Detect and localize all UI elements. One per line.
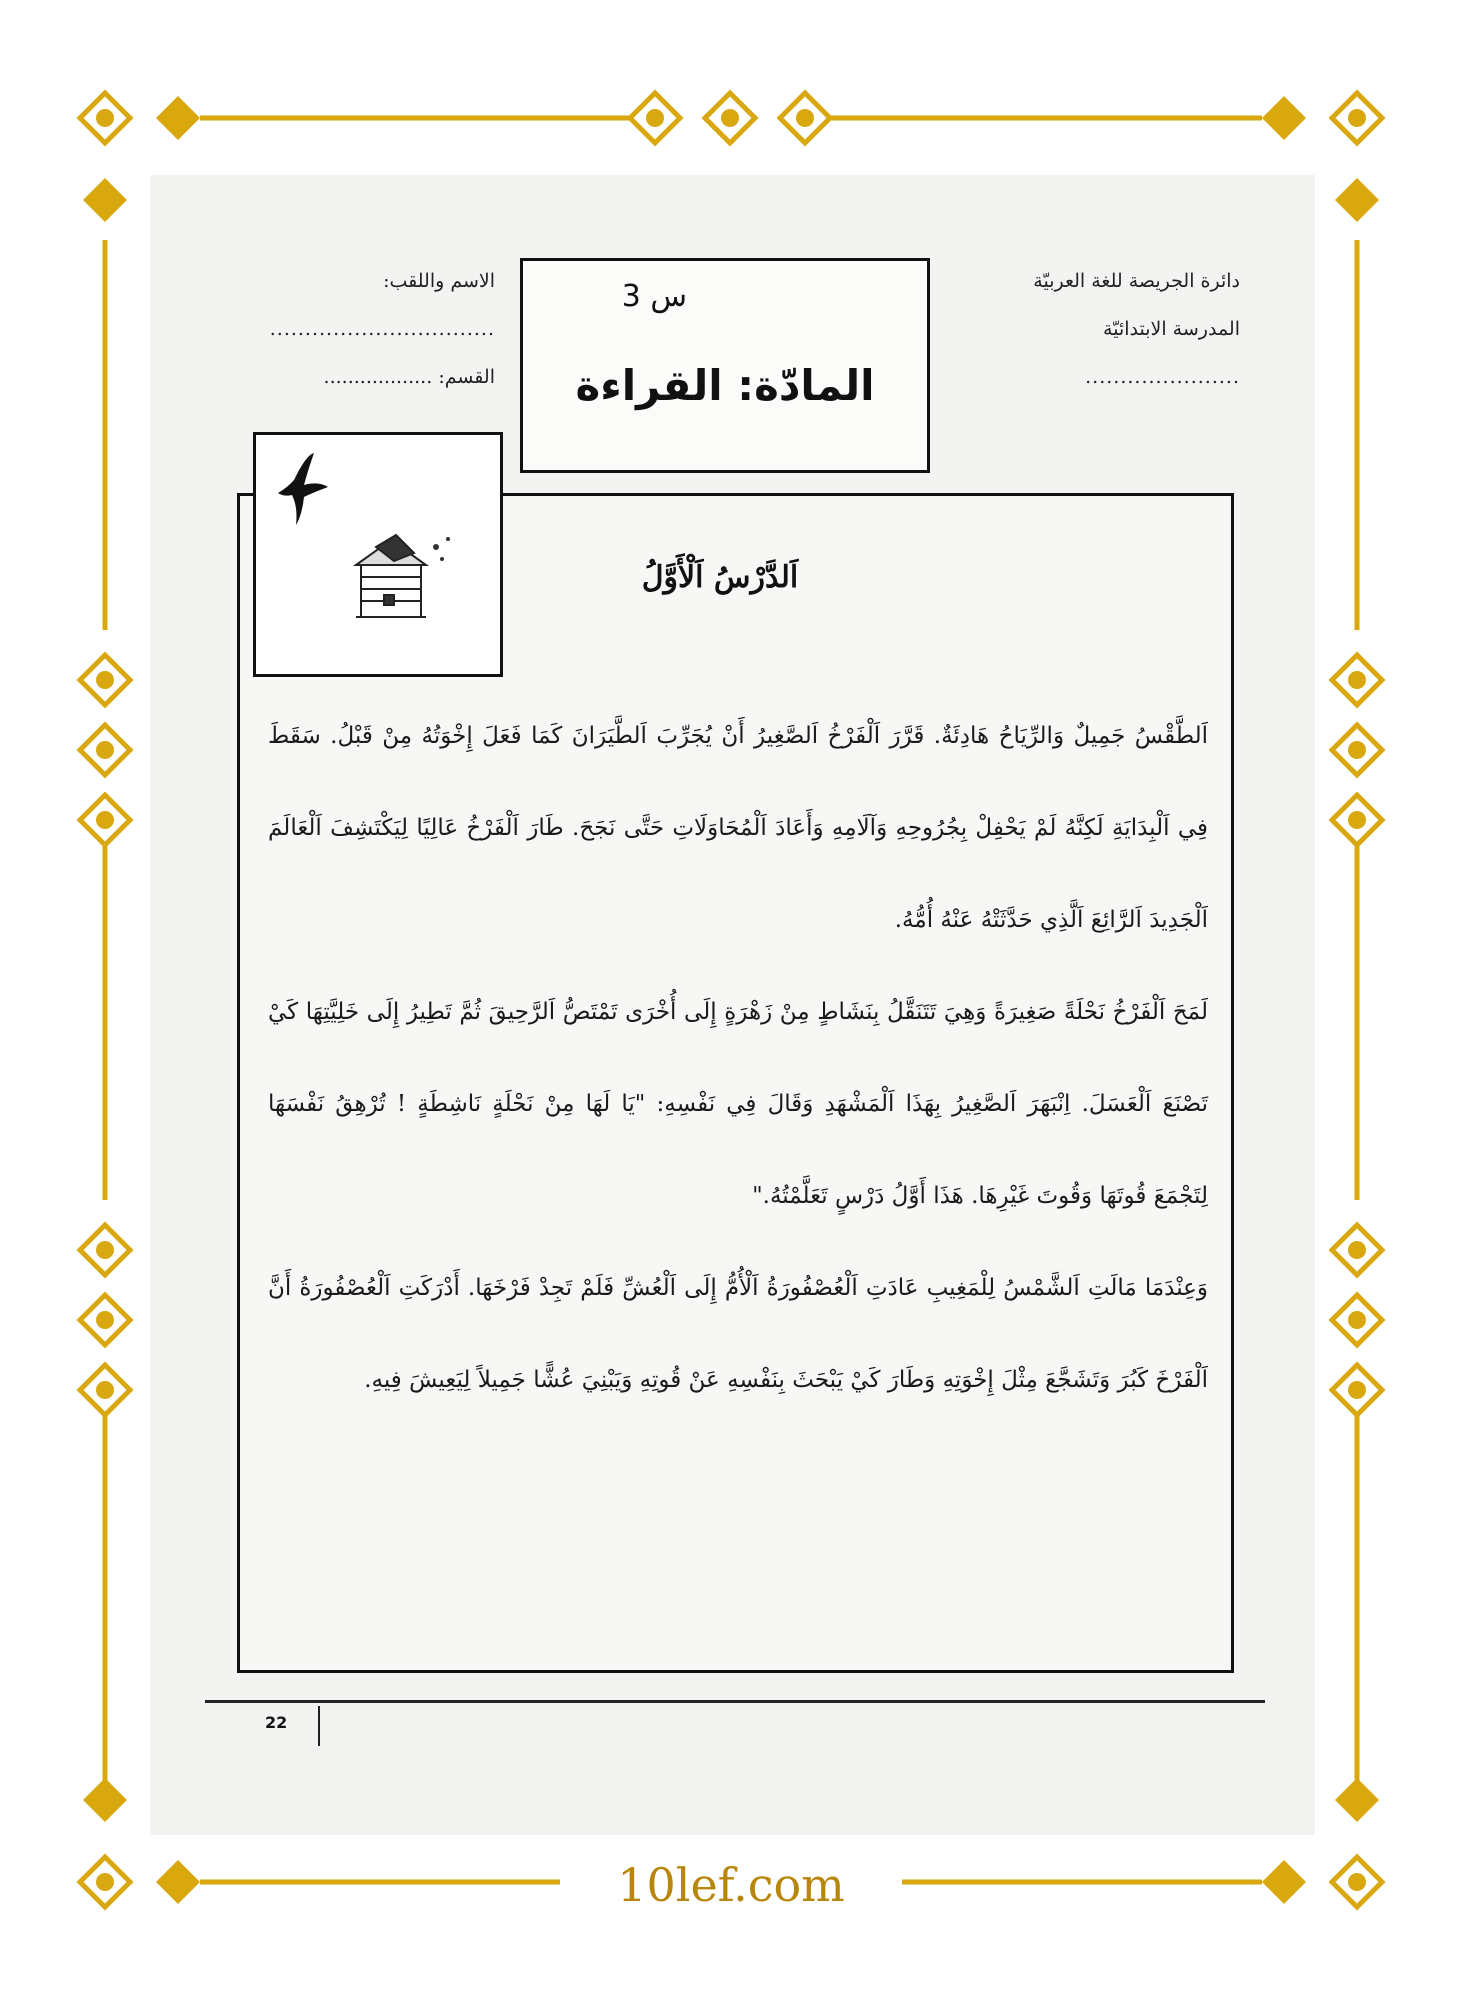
school-dots: ...................... [1085, 366, 1240, 388]
page-number-separator [318, 1706, 320, 1746]
class-field[interactable]: .................. [323, 366, 433, 388]
paragraph: وَعِنْدَمَا مَالَتِ اَلشَّمْسُ لِلْمَغِيبِ عَادَتِ اَلْعُصْفُورَةُ اَلْأُمُّ إِلَى اَلْعُشِّ فَلَمْ تَجِدْ فَرْخَهَا. أَدْرَكَتِ اَلْعُصْفُورَةُ أَنَّ اَلْفَرْخَ كَبُرَ وَتَشَجَّعَ مِثْلَ إِخْوَتِهِ وَطَارَ كَيْ يَبْحَثَ بِنَفْسِهِ عَنْ قُوتِهِ وَيَبْنِيَ عُشًّا جَمِيلاً لِيَعِيشَ فِيهِ. [268, 1275, 1208, 1393]
directorate-label: دائرة الجريصة للغة العربيّة [1033, 270, 1240, 292]
school-label: المدرسة الابتدائيّة [1103, 318, 1240, 340]
page-number: 22 [265, 1713, 288, 1732]
class-label: القسم: [438, 366, 495, 388]
bird-beehive-illustration [256, 435, 500, 674]
header-institution [960, 270, 1240, 414]
illustration-box [253, 432, 503, 677]
paragraph: لَمَحَ اَلْفَرْخُ نَحْلَةً صَغِيرَةً وَهِيَ تَتَنَقَّلُ بِنَشَاطٍ مِنْ زَهْرَةٍ إِلَى أُخْرَى تَمْتَصُّ اَلرَّحِيقَ ثُمَّ تَطِيرُ إِلَى خَلِيَّتِهَا كَيْ تَصْنَعَ اَلْعَسَلَ. اِنْبَهَرَ اَلصَّغِيرُ بِهَذَا اَلْمَشْهَدِ وَقَالَ فِي نَفْسِهِ: "يَا لَهَا مِنْ نَحْلَةٍ نَاشِطَةٍ ! تُرْهِقُ نَفْسَهَا لِتَجْمَعَ قُوتَهَا وَقُوتَ غَيْرِهَا. هَذَا أَوَّلُ دَرْسٍ تَعَلَّمْتُهُ." [268, 999, 1208, 1209]
beehive-icon [356, 535, 426, 617]
bee-icon [433, 537, 450, 561]
subject-title: المادّة: القراءة [575, 361, 875, 410]
footer-divider [205, 1700, 1265, 1703]
name-label: الاسم واللقب: [383, 270, 495, 292]
subject-box [520, 258, 930, 473]
paragraph: اَلطَّقْسُ جَمِيلٌ وَالرِّيَاحُ هَادِئَةٌ. قَرَّرَ اَلْفَرْخُ اَلصَّغِيرُ أَنْ يُجَرِّبَ اَلطَّيَرَانَ كَمَا فَعَلَ إِخْوَتُهُ مِنْ قَبْلُ. سَقَطَ فِي اَلْبِدَايَةِ لَكِنَّهُ لَمْ يَحْفِلْ بِجُرُوحِهِ وَآلَامِهِ وَأَعَادَ اَلْمُحَاوَلَاتِ حَتَّى نَجَحَ. طَارَ اَلْفَرْخُ عَالِيًا لِيَكْتَشِفَ اَلْعَالَمَ اَلْجَدِيدَ اَلرَّائِعَ اَلَّذِي حَدَّثَتْهُ عَنْهُ أُمُّهُ. [268, 723, 1208, 933]
name-field[interactable]: ................................ [269, 318, 495, 340]
class-field-row [235, 366, 495, 388]
lesson-title: اَلدَّرْسُ اَلْأَوَّلُ [641, 560, 799, 595]
reading-passage [268, 690, 1208, 1426]
website-watermark: 10lef.com [560, 1857, 902, 1913]
header-student [235, 270, 495, 414]
bird-icon [278, 453, 328, 525]
class-code: س 3 [621, 279, 687, 314]
